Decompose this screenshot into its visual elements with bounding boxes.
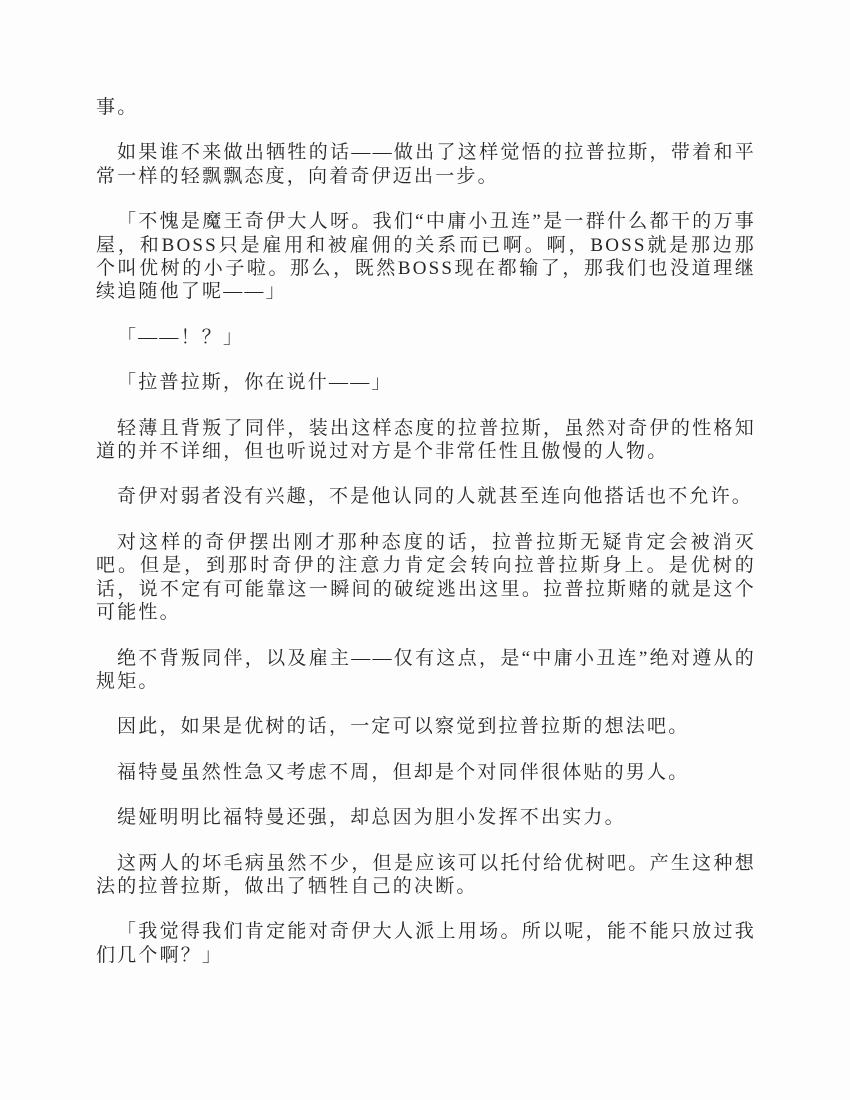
paragraph: 「我觉得我们肯定能对奇伊大人派上用场。所以呢，能不能只放过我们几个啊？」 (96, 921, 756, 966)
paragraph: 如果谁不来做出牺牲的话——做出了这样觉悟的拉普拉斯，带着和平常一样的轻飘飘态度，向着奇伊迈出一步。 (96, 142, 756, 187)
paragraph: 缇娅明明比福特曼还强，却总因为胆小发挥不出实力。 (117, 807, 626, 829)
paragraph: 「拉普拉斯，你在说什——」 (117, 372, 393, 394)
text-content (96, 96, 756, 967)
paragraph: 对这样的奇伊摆出刚才那种态度的话，拉普拉斯无疑肯定会被消灭吧。但是，到那时奇伊的注意力肯定会转向拉普拉斯身上。是优树的话，说不定有可能靠这一瞬间的破绽逃出这里。拉普拉斯赌的就是这个可能性。 (96, 531, 756, 624)
paragraph: 奇伊对弱者没有兴趣，不是他认同的人就甚至连向他搭话也不允许。 (117, 486, 754, 508)
paragraph: 「——！？」 (117, 326, 245, 348)
paragraph: 轻薄且背叛了同伴，装出这样态度的拉普拉斯，虽然对奇伊的性格知道的并不详细，但也听说过对方是个非常任性且傲慢的人物。 (96, 417, 756, 463)
paragraph: 福特曼虽然性急又考虑不周，但却是个对同伴很体贴的男人。 (117, 761, 690, 783)
paragraph: 「不愧是魔王奇伊大人呀。我们“中庸小丑连”是一群什么都干的万事屋，和BOSS只是雇用和被雇佣的关系而已啊。啊，BOSS就是那边那个叫优树的小子啦。那么，既然BOSS现在都输了，那我们也没道理继续追随他了呢——」 (96, 211, 756, 303)
paragraph: 事。 (96, 97, 139, 118)
paragraph: 绝不背叛同伴，以及雇主——仅有这点，是“中庸小丑连”绝对遵从的规矩。 (96, 647, 756, 692)
paragraph: 因此，如果是优树的话，一定可以察觉到拉普拉斯的想法吧。 (117, 716, 690, 738)
paragraph: 这两人的坏毛病虽然不少，但是应该可以托付给优树吧。产生这种想法的拉普拉斯，做出了牺牲自己的决断。 (96, 852, 756, 897)
